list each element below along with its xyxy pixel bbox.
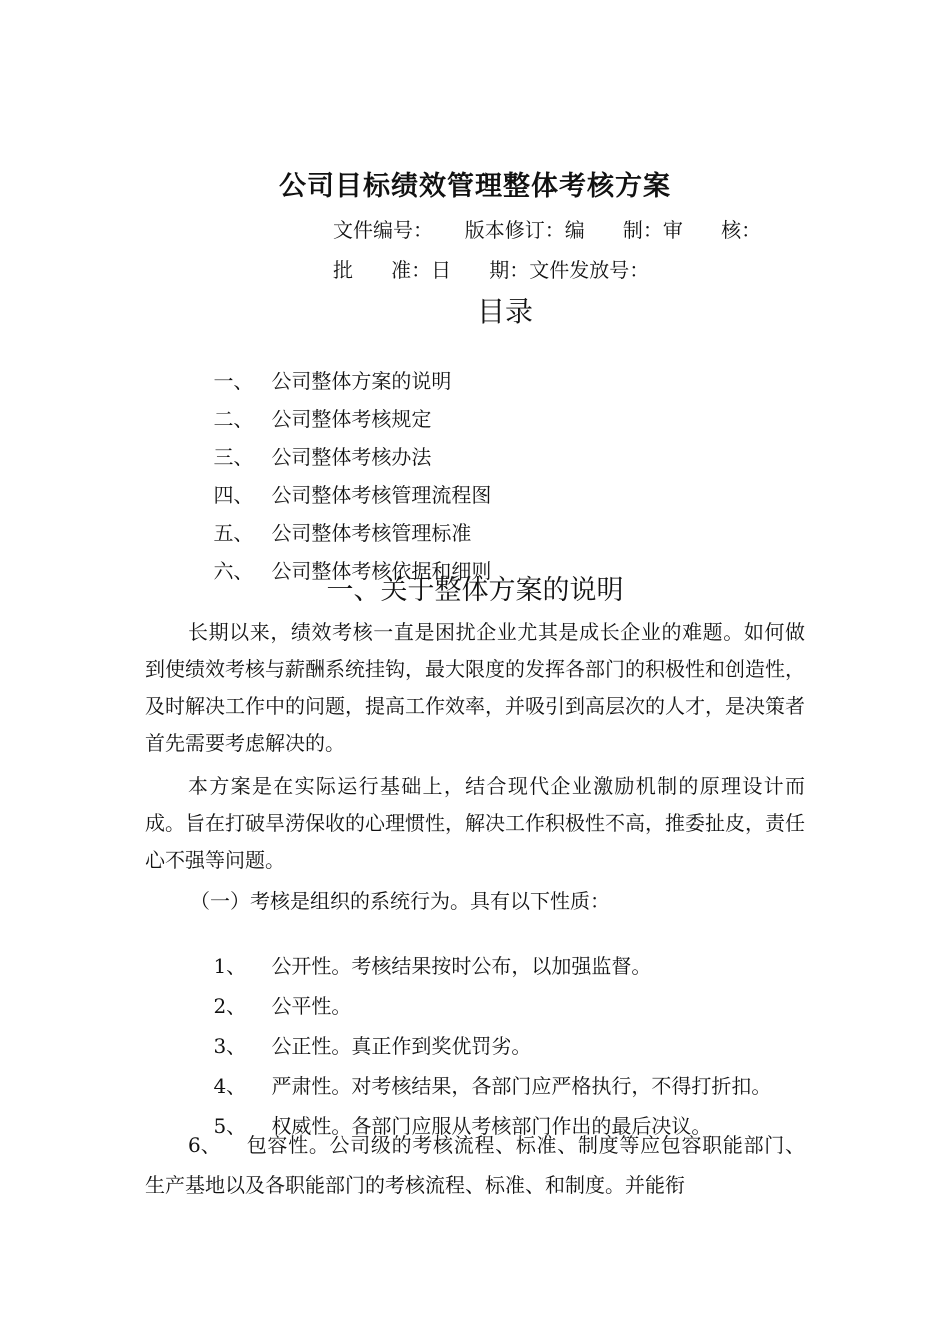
- toc-item-text: 公司整体方案的说明: [271, 369, 452, 393]
- list-item-number: 4、: [213, 1074, 247, 1098]
- toc-item-text: 公司整体考核办法: [271, 445, 432, 469]
- toc-item-text: 公司整体考核规定: [271, 407, 432, 431]
- section-heading: 一、关于整体方案的说明: [326, 575, 624, 606]
- list-item-text: 严肃性。对考核结果，各部门应严格执行，不得打折扣。: [271, 1074, 772, 1098]
- list-item-text: 包容性。公司级的考核流程、标准、制度等应包容职能部门、生产基地以及各职能部门的考核流程、标准、和制度。并能衔: [145, 1133, 805, 1197]
- list-item-text: 权威性。各部门应服从考核部门作出的最后决议。: [271, 1114, 712, 1138]
- subheading: （一）考核是组织的系统行为。具有以下性质：: [190, 889, 610, 913]
- document-meta-line-1: 文件编号： 版本修订：编 制：审 核：: [333, 218, 762, 242]
- toc-heading: 目录: [476, 295, 533, 328]
- body-paragraph: 长期以来，绩效考核一直是困扰企业尤其是成长企业的难题。如何做到使绩效考核与薪酬系统挂钩，最大限度的发挥各部门的积极性和创造性，及时解决工作中的问题，提高工作效率，并吸引到高层次的人才，是决策者首先需要考虑解决的。: [145, 620, 805, 755]
- body-paragraph: 本方案是在实际运行基础上，结合现代企业激励机制的原理设计而成。旨在打破旱涝保收的心理惯性，解决工作积极性不高，推委扯皮，责任心不强等问题。: [145, 774, 805, 872]
- list-item-number: 1、: [213, 954, 247, 978]
- document-title: 公司目标绩效管理整体考核方案: [279, 171, 671, 202]
- toc-item-number: 三、: [213, 445, 254, 469]
- list-item-text: 公开性。考核结果按时公布，以加强监督。: [271, 954, 652, 978]
- toc-item-number: 二、: [213, 407, 254, 431]
- toc-item-text: 公司整体考核管理流程图: [271, 483, 492, 507]
- toc-item-number: 六、: [213, 559, 254, 583]
- toc-item-text: 公司整体考核管理标准: [271, 521, 472, 545]
- list-item-number: 6、: [188, 1133, 221, 1157]
- toc-item-text: 公司整体考核依据和细则: [271, 559, 492, 583]
- document-meta-line-2: 批 准：日 期：文件发放号：: [333, 258, 650, 282]
- list-item-number: 5、: [213, 1114, 247, 1138]
- list-item-text: 公平性。: [271, 994, 352, 1018]
- list-item: [145, 1125, 805, 1205]
- list-item-number: 3、: [213, 1034, 247, 1058]
- toc-item-number: 一、: [213, 369, 254, 393]
- list-item-number: 2、: [213, 994, 247, 1018]
- toc-item-number: 四、: [213, 483, 254, 507]
- toc-item-number: 五、: [213, 521, 254, 545]
- list-item-text: 公正性。真正作到奖优罚劣。: [271, 1034, 532, 1058]
